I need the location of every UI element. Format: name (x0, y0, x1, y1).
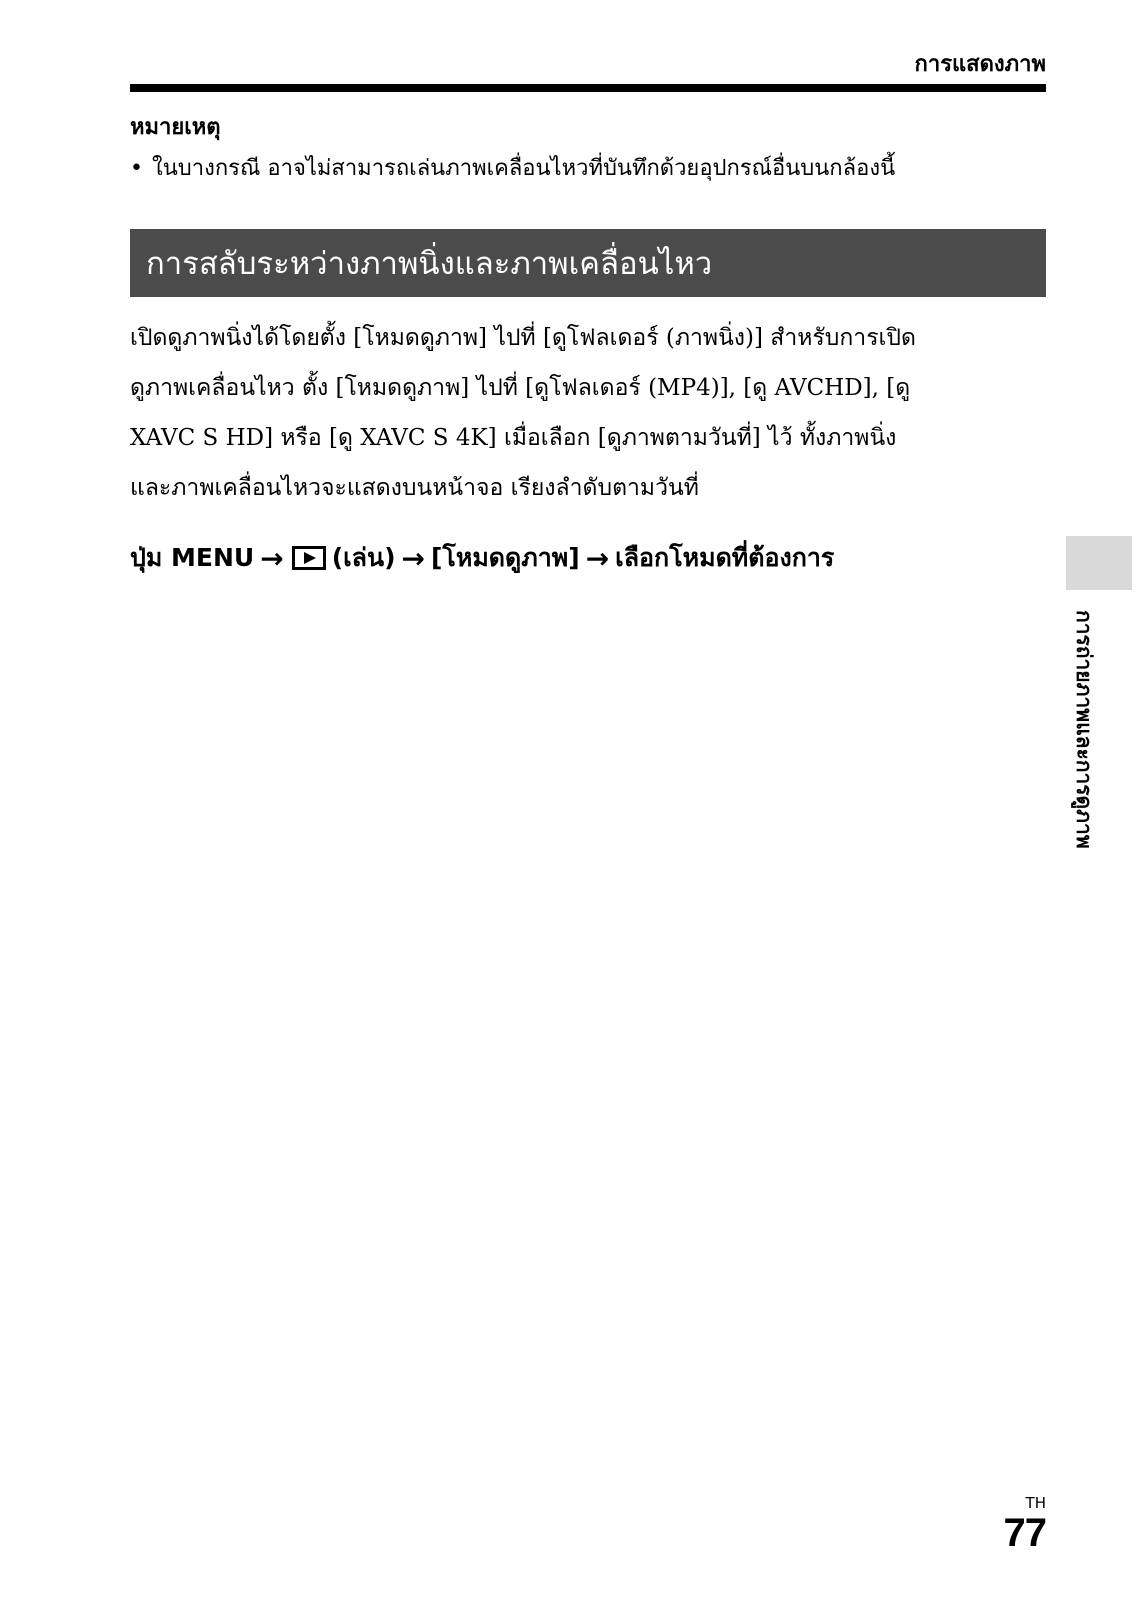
note-item-text: ในบางกรณี อาจไม่สามารถเล่นภาพเคลื่อนไหวที่บันทึกด้วยอุปกรณ์อื่นบนกล้องนี้ (152, 156, 896, 181)
chapter-side-label-wrapper (1066, 610, 1102, 940)
arrow-right-icon: → (260, 541, 284, 575)
body-line: ดูภาพเคลื่อนไหว ตั้ง [โหมดดูภาพ] ไปที่ [ดูโฟลเดอร์ (MP4)], [ดู AVCHD], [ดู (130, 375, 911, 401)
menu-setting-label: [โหมดดูภาพ] (430, 543, 580, 572)
playback-label: (เล่น) (331, 543, 396, 572)
note-list-item (130, 152, 895, 186)
menu-action-label: เลือกโหมดที่ต้องการ (615, 543, 835, 572)
chapter-side-tab (1066, 536, 1132, 590)
body-line: เปิดดูภาพนิ่งได้โดยตั้ง [โหมดดูภาพ] ไปที่ [ดูโฟลเดอร์ (ภาพนิ่ง)] สำหรับการเปิด (130, 325, 916, 351)
body-line: XAVC S HD] หรือ [ดู XAVC S 4K] เมื่อเลือก [ดูภาพตามวันที่] ไว้ ทั้งภาพนิ่ง (130, 425, 897, 451)
arrow-right-icon: → (401, 541, 425, 575)
section-body (130, 313, 1050, 513)
page-number: 77 (1003, 1511, 1046, 1555)
body-line: และภาพเคลื่อนไหวจะแสดงบนหน้าจอ เรียงลำดับตามวันที่ (130, 475, 699, 501)
playback-icon (292, 546, 326, 570)
bullet-icon: • (130, 156, 143, 181)
page-header-section: การแสดงภาพ (914, 52, 1046, 77)
chapter-side-label: การถ่ายภาพและการดูภาพ (1072, 610, 1096, 849)
menu-path (130, 536, 1050, 580)
section-title: การสลับระหว่างภาพนิ่งและภาพเคลื่อนไหว (146, 246, 713, 282)
page-language-code: TH (1025, 1494, 1046, 1512)
arrow-right-icon: → (585, 541, 610, 575)
menu-button-label: ปุ่ม MENU (130, 543, 255, 572)
header-rule (130, 84, 1046, 92)
section-title-bar (130, 229, 1046, 297)
note-heading: หมายเหตุ (130, 115, 221, 140)
